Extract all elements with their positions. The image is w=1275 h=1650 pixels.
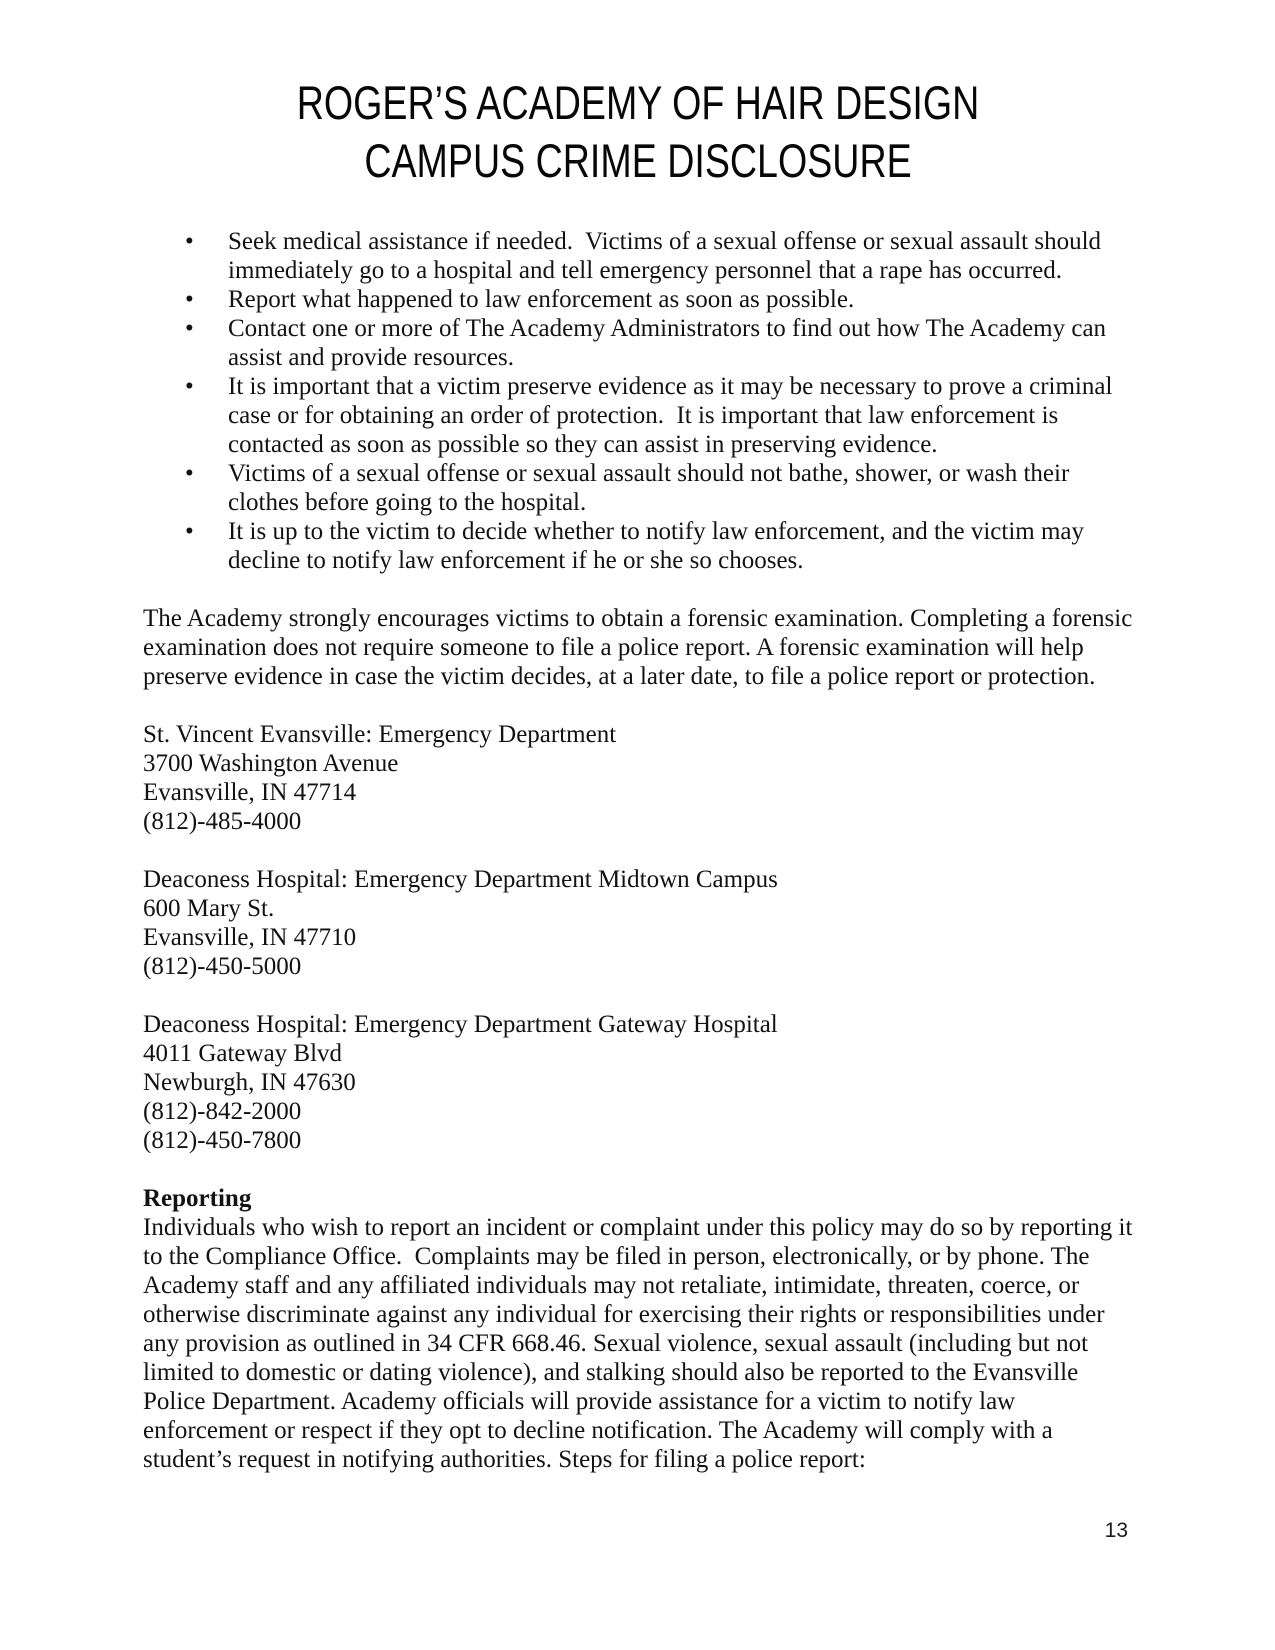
bullet-text: It is important that a victim preserve evidence as it may be necessary to prove a criminal case or for obtaining an order of protection. It is important that law enforcement is contacted as soon as possible so they can assist in preserving evidence. [228, 373, 1119, 458]
reporting-section [143, 1184, 1139, 1474]
title-line-2: CAMPUS CRIME DISCLOSURE [364, 134, 912, 187]
hospital-name: St. Vincent Evansville: Emergency Department [143, 721, 617, 748]
bullet-text: Report what happened to law enforcement as soon as possible. [228, 286, 855, 313]
bullet-text: It is up to the victim to decide whether to notify law enforcement, and the victim may decline to notify law enforcement if he or she so chooses. [228, 518, 1091, 574]
document-title [242, 74, 1034, 190]
list-item [143, 517, 1133, 575]
page-number: 13 [1104, 1519, 1128, 1542]
guidance-bullet-list [143, 227, 1133, 575]
hospital-street: 3700 Washington Avenue [143, 750, 399, 777]
forensic-examination-paragraph: The Academy strongly encourages victims to obtain a forensic examination. Completing a forensic examination does not require someone to file a police report. A forensic examination will help preserve evidence in case the victim decides, at a later date, to file a police report or protection. [143, 605, 1139, 690]
title-line-1: ROGER’S ACADEMY OF HAIR DESIGN [296, 76, 980, 129]
list-item [143, 285, 1133, 314]
hospital-phone: (812)-450-5000 [143, 953, 302, 980]
bullet-text: Contact one or more of The Academy Administrators to find out how The Academy can assist and provide resources. [228, 315, 1113, 371]
hospital-name: Deaconess Hospital: Emergency Department Gateway Hospital [143, 1011, 778, 1038]
list-item [143, 227, 1133, 285]
list-item [143, 459, 1133, 517]
bullet-text: Seek medical assistance if needed. Victims of a sexual offense or sexual assault should immediately go to a hospital and tell emergency personnel that a rape has occurred. [228, 228, 1108, 284]
hospital-block-deaconess-gateway [143, 1010, 1133, 1155]
hospital-phone: (812)-485-4000 [143, 808, 302, 835]
hospital-phone: (812)-842-2000 [143, 1098, 302, 1125]
reporting-heading: Reporting [143, 1185, 252, 1212]
list-item [143, 372, 1133, 459]
hospital-city-state-zip: Evansville, IN 47714 [143, 779, 357, 806]
hospital-street: 600 Mary St. [143, 895, 275, 922]
hospital-city-state-zip: Evansville, IN 47710 [143, 924, 357, 951]
hospital-name: Deaconess Hospital: Emergency Department Midtown Campus [143, 866, 778, 893]
bullet-text: Victims of a sexual offense or sexual assault should not bathe, shower, or wash their clothes before going to the hospital. [228, 460, 1076, 516]
hospital-street: 4011 Gateway Blvd [143, 1040, 343, 1067]
reporting-body: Individuals who wish to report an incident or complaint under this policy may do so by reporting it to the Compliance Office. Complaints may be filed in person, electronically, or by phone. The Academy staff and any affiliated individuals may not retaliate, intimidate, threaten, coerce, or otherwise discriminate against any individual for exercising their rights or responsibilities under any provision as outlined in 34 CFR 668.46. Sexual violence, sexual assault (including but not limited to domestic or dating violence), and stalking should also be reported to the Evansville Police Department. Academy officials will provide assistance for a victim to notify law enforcement or respect if they opt to decline notification. The Academy will comply with a student’s request in notifying authorities. Steps for filing a police report: [143, 1214, 1139, 1473]
hospital-block-deaconess-midtown [143, 865, 1133, 981]
hospital-block-st-vincent [143, 720, 1133, 836]
hospital-phone: (812)-450-7800 [143, 1127, 302, 1154]
list-item [143, 314, 1133, 372]
hospital-city-state-zip: Newburgh, IN 47630 [143, 1069, 356, 1096]
